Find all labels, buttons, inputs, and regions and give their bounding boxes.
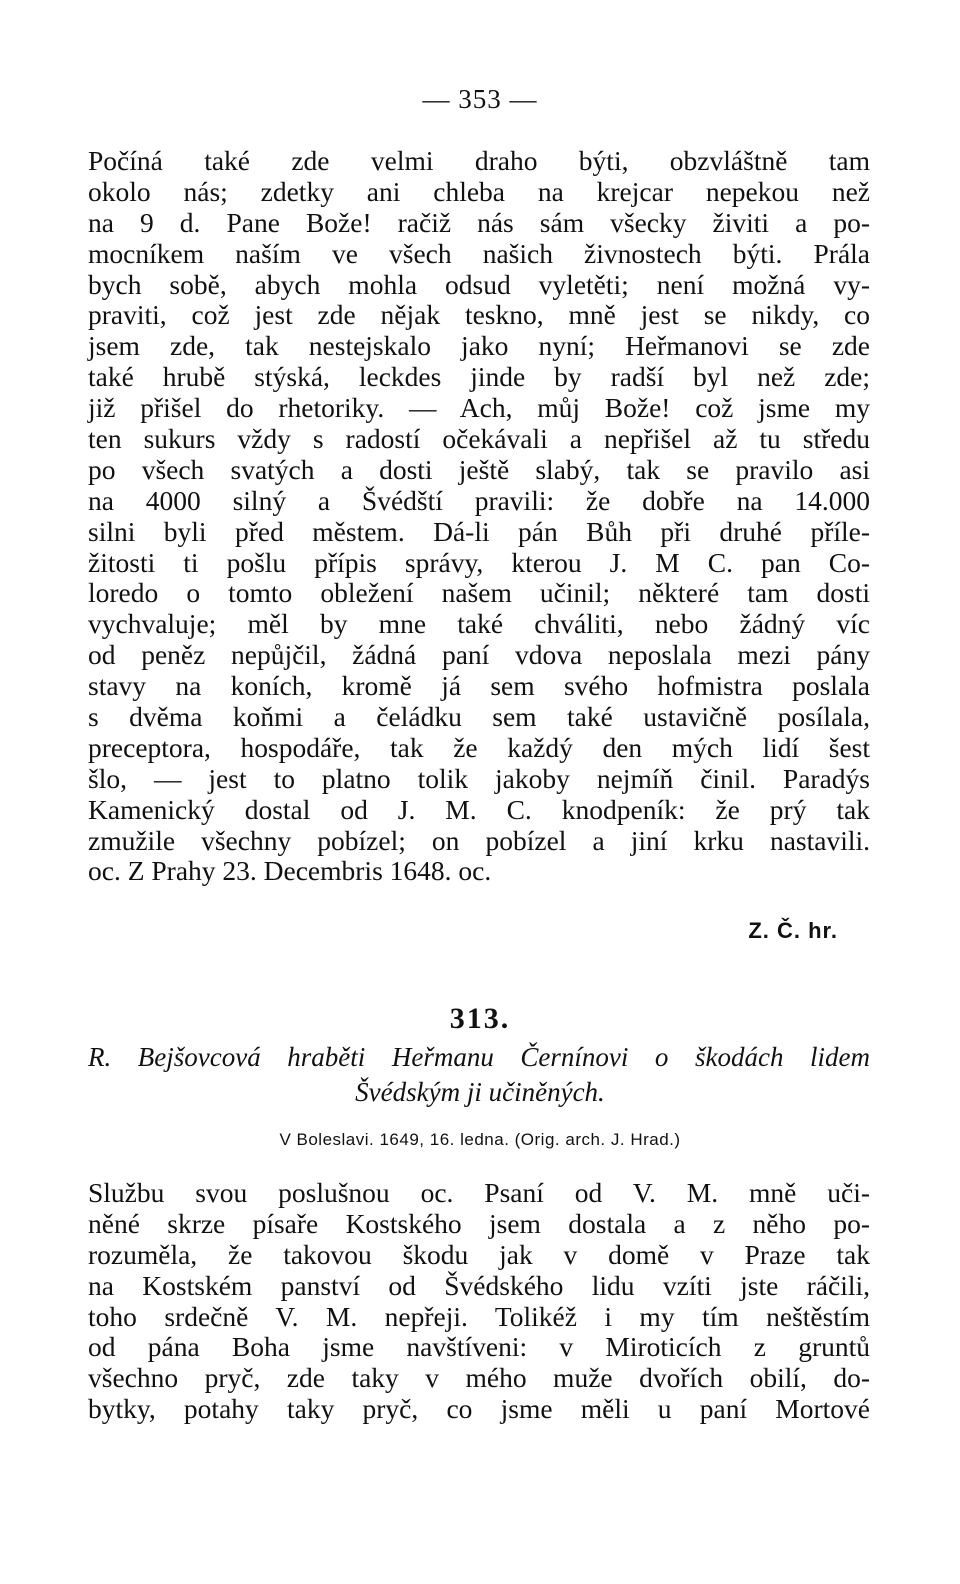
page-number: — 353 — <box>422 84 538 114</box>
text-line: mocníkem naším ve všech našich živnostech býti. Prála <box>88 237 870 269</box>
text-line: již přišel do rhetoriky. — Ach, můj Bože! což jsme my <box>88 392 870 424</box>
document-number: 313. <box>449 1002 511 1035</box>
text-line: všechno pryč, zde taky v mého muže dvořích obilí, do- <box>88 1362 870 1394</box>
text-line: od peněz nepůjčil, žádná paní vdova neposlala mezi pány <box>88 639 870 671</box>
text-line: jsem zde, tak nestejskalo jako nyní; Heřmanovi se zde <box>88 330 870 362</box>
text-line: loredo o tomto obležení našem učinil; některé tam dosti <box>88 577 870 609</box>
letter-313-body <box>88 1178 870 1425</box>
text-line: bytky, potahy taky pryč, co jsme měli u paní Mortové <box>88 1393 870 1425</box>
text-line: preceptora, hospodáře, tak že každý den mých lidí šest <box>88 731 870 763</box>
text-line: vychvaluje; měl by mne také chváliti, nebo žádný víc <box>88 608 870 640</box>
text-line: na 9 d. Pane Bože! račiž nás sám všecky živiti a po- <box>88 206 870 238</box>
text-line: oc. Z Prahy 23. Decembris 1648. oc. <box>88 855 492 887</box>
text-line: Počíná také zde velmi draho býti, obzvláštně tam <box>88 145 870 176</box>
text-line: okolo nás; zdetky ani chleba na krejcar nepekou než <box>88 175 870 207</box>
letter-312-body <box>88 146 870 887</box>
text-line: toho srdečně V. M. nepřeji. Tolikéž i my tím neštěstím <box>88 1300 870 1332</box>
text-line: po všech svatých a dosti ještě slabý, tak se pravilo asi <box>88 453 870 485</box>
text-line: silni byli před městem. Dá-li pán Bůh při druhé příle- <box>88 515 870 547</box>
text-line: rozuměla, že takovou škodu jak v domě v Praze tak <box>88 1238 870 1270</box>
text-line: žitosti ti pošlu přípis správy, kterou J. M C. pan Co- <box>88 546 870 578</box>
text-line: stavy na koních, kromě já sem svého hofmistra poslala <box>88 670 870 702</box>
text-line: na Kostském panství od Švédského lidu vzíti jste ráčili, <box>88 1269 870 1301</box>
text-line: ten sukurs vždy s radostí očekávali a nepřišel až tu středu <box>88 423 870 455</box>
text-line: Službu svou poslušnou oc. Psaní od V. M. mně uči- <box>88 1177 870 1208</box>
text-line: bych sobě, abych mohla odsud vyletěti; není možná vy- <box>88 268 870 300</box>
source-note: V Boleslavi. 1649, 16. ledna. (Orig. arch. J. Hrad.) <box>279 1130 681 1149</box>
text-line: Kamenický dostal od J. M. C. knodpeník: že prý tak <box>88 793 870 825</box>
text-line: šlo, — jest to platno tolik jakoby nejmíň činil. Paradýs <box>88 762 870 794</box>
text-line: zmužile všechny pobízel; on pobízel a jiní krku nastavili. <box>88 824 870 856</box>
text-line: s dvěma koňmi a čeládku sem také ustavičně posílala, <box>88 701 870 733</box>
document-title-line: Švédským ji učiněných. <box>355 1077 605 1107</box>
document-title-line: R. Bejšovcová hraběti Heřmanu Černínovi o škodách lidem <box>88 1042 870 1072</box>
text-line: také hrubě stýská, leckdes jinde by radší byl než zde; <box>88 361 870 393</box>
text-line: od pána Boha jsme navštíveni: v Miroticích z gruntů <box>88 1331 870 1363</box>
text-line: praviti, což jest zde nějak teskno, mně jest se nikdy, co <box>88 299 870 331</box>
text-line: něné skrze písaře Kostského jsem dostala a z něho po- <box>88 1207 870 1239</box>
text-line: na 4000 silný a Švédští pravili: že dobře na 14.000 <box>88 484 870 516</box>
signature: Z. Č. hr. <box>748 918 838 943</box>
